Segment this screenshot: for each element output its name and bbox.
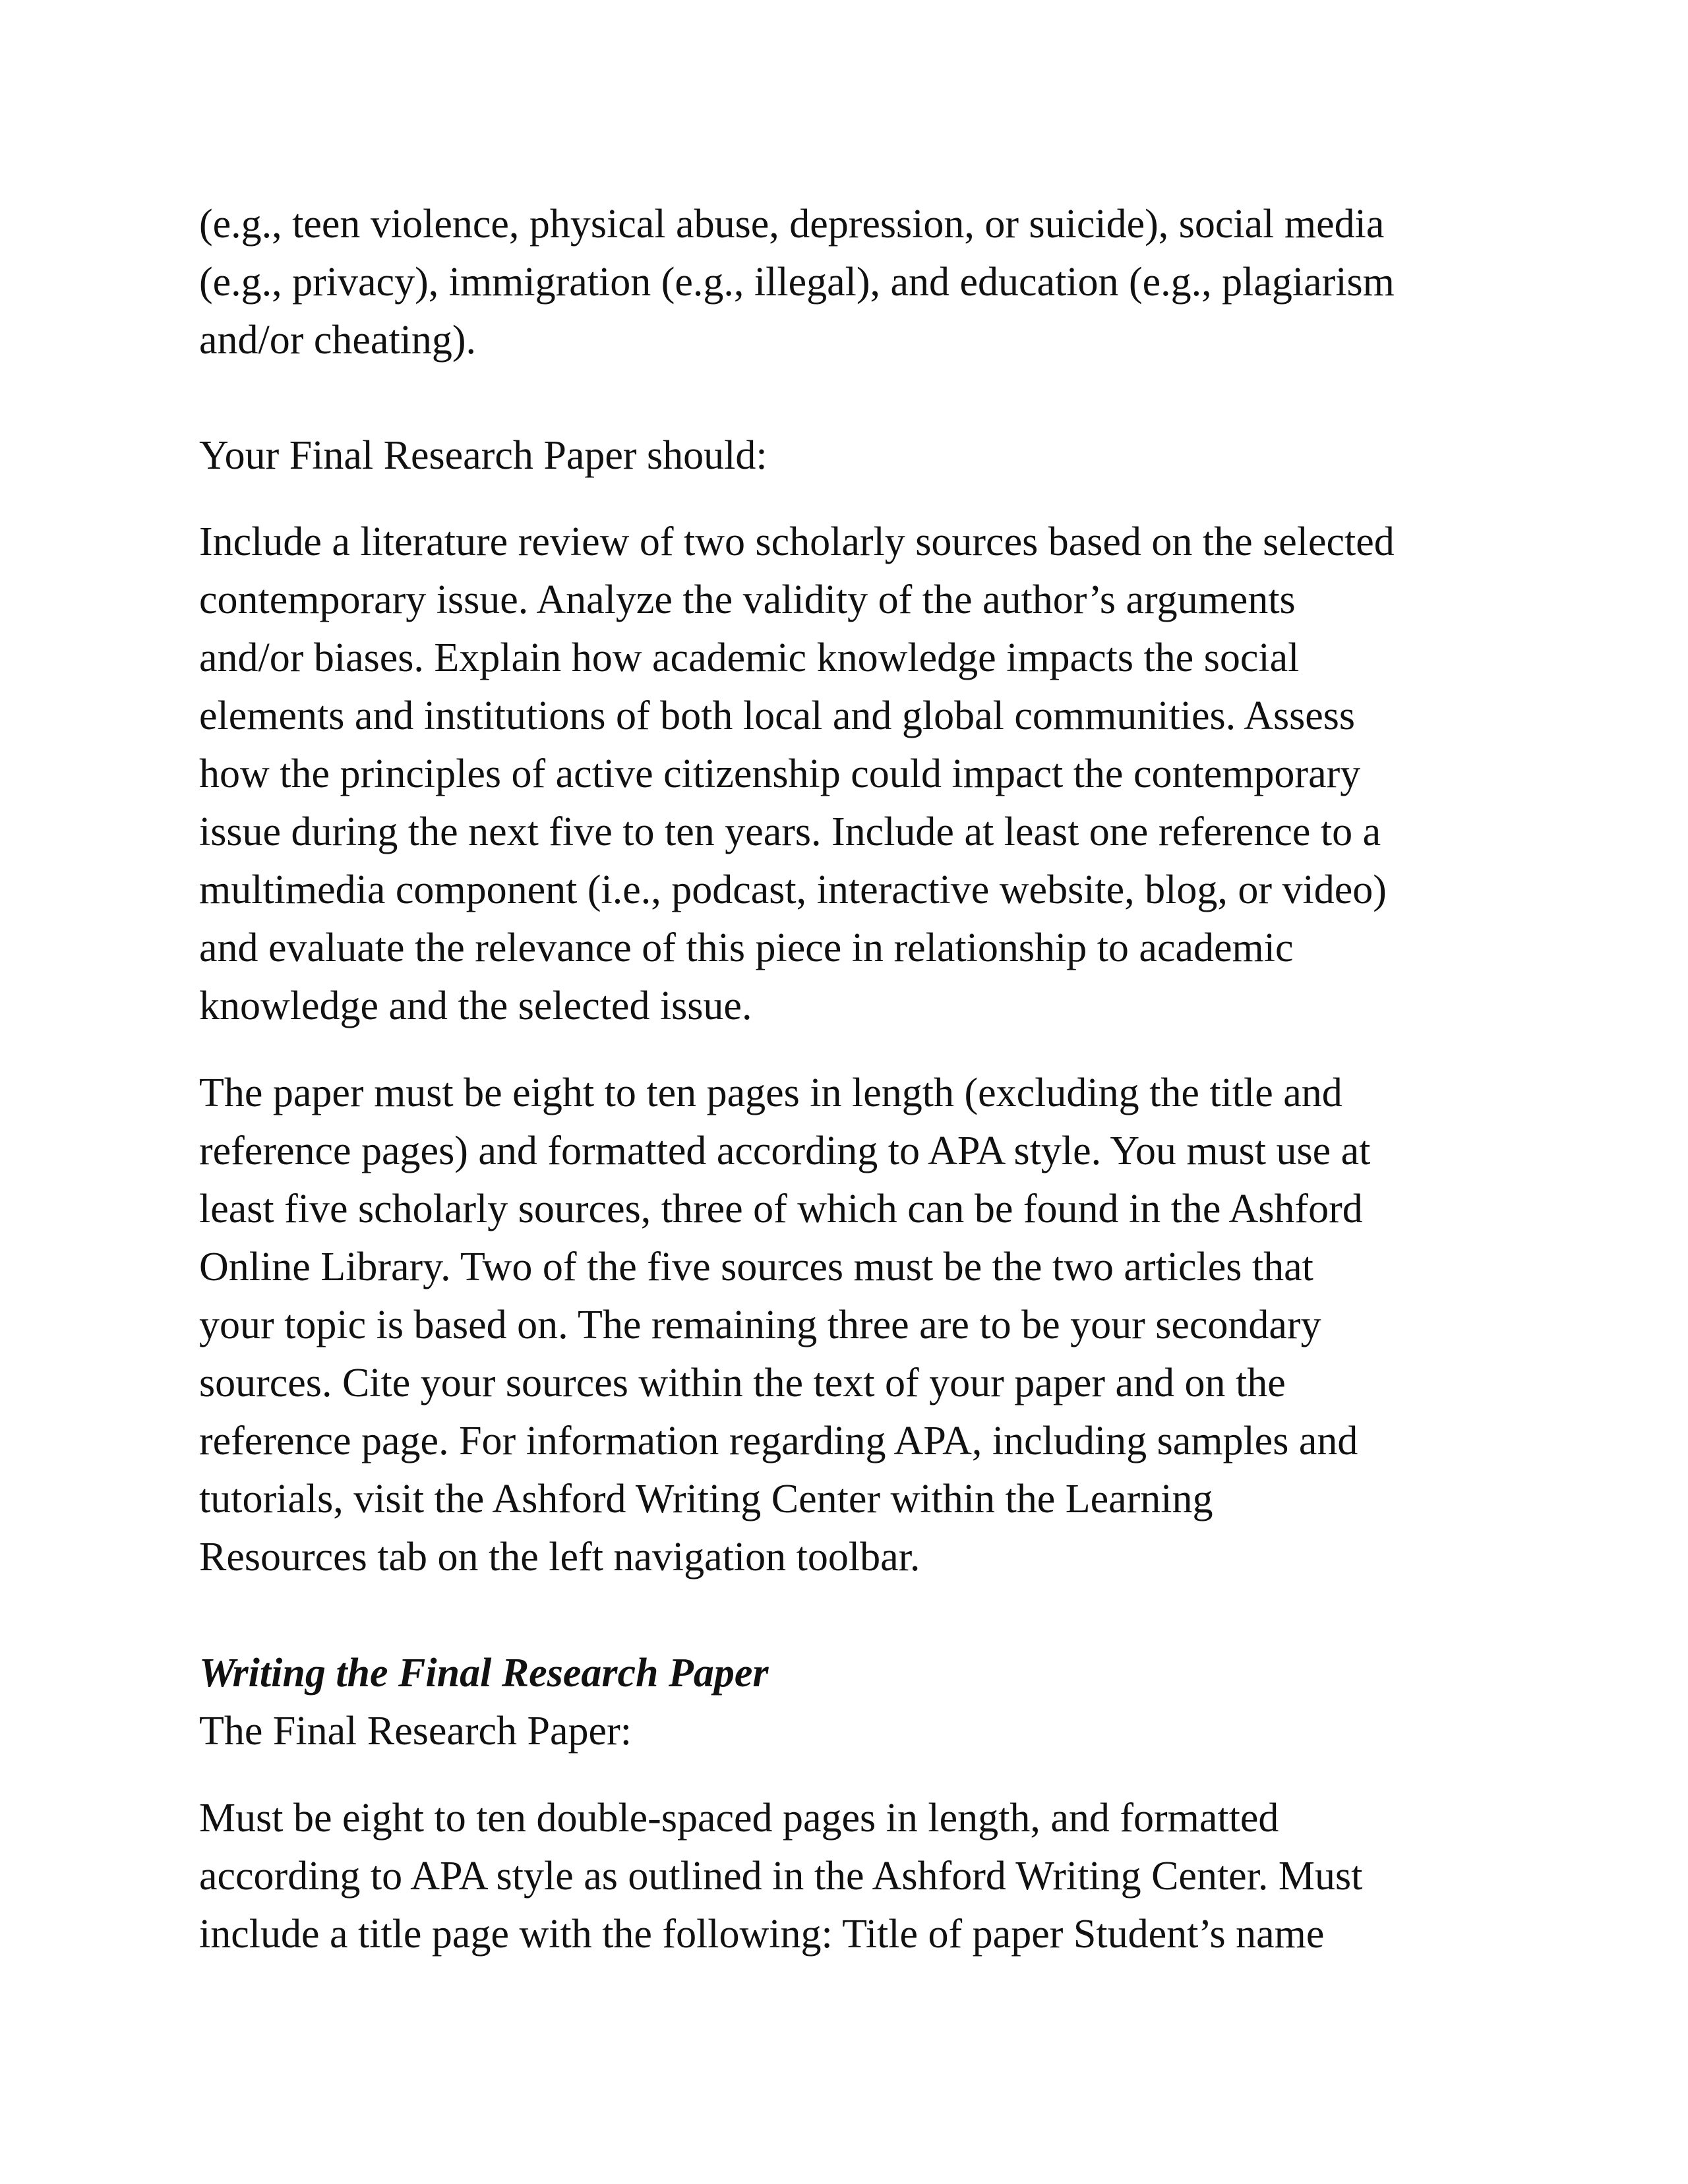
text-line: reference pages) and formatted according to APA style. You must use at <box>199 1129 1371 1173</box>
text-line: and evaluate the relevance of this piece in relationship to academic <box>199 926 1294 970</box>
text-line: tutorials, visit the Ashford Writing Center within the Learning <box>199 1477 1213 1521</box>
text-line: elements and institutions of both local and global communities. Assess <box>199 694 1356 738</box>
text-line: your topic is based on. The remaining three are to be your secondary <box>199 1303 1321 1347</box>
text-line: and/or biases. Explain how academic knowledge impacts the social <box>199 635 1300 680</box>
text-line: and/or cheating). <box>199 318 477 363</box>
section-heading: Writing the Final Research Paper <box>199 1651 769 1696</box>
section-writing-final-paper <box>199 1644 1518 1760</box>
text-line: The Final Research Paper: <box>199 1709 632 1754</box>
text-line: contemporary issue. Analyze the validity of the author’s arguments <box>199 577 1296 622</box>
text-line: Must be eight to ten double-spaced pages in length, and formatted <box>199 1796 1279 1841</box>
text-line: multimedia component (i.e., podcast, interactive website, blog, or video) <box>199 868 1387 912</box>
text-line: Your Final Research Paper should: <box>199 433 768 478</box>
text-line: The paper must be eight to ten pages in length (excluding the title and <box>199 1071 1342 1115</box>
paragraph-topics-continued <box>199 195 1518 369</box>
text-line: reference page. For information regarding APA, including samples and <box>199 1419 1358 1463</box>
text-line: (e.g., teen violence, physical abuse, depression, or suicide), social media <box>199 202 1385 247</box>
text-line: least five scholarly sources, three of which can be found in the Ashford <box>199 1187 1363 1231</box>
text-line: Include a literature review of two scholarly sources based on the selected <box>199 519 1395 564</box>
text-line: Online Library. Two of the five sources must be the two articles that <box>199 1245 1313 1289</box>
text-line: how the principles of active citizenship could impact the contemporary <box>199 752 1361 796</box>
text-line: knowledge and the selected issue. <box>199 984 752 1028</box>
paragraph-length-format <box>199 1064 1518 1586</box>
text-line: (e.g., privacy), immigration (e.g., illegal), and education (e.g., plagiarism <box>199 260 1395 305</box>
text-line: according to APA style as outlined in the Ashford Writing Center. Must <box>199 1854 1363 1899</box>
paragraph-requirements <box>199 513 1518 1035</box>
paragraph-should-intro <box>199 427 1518 485</box>
text-line: include a title page with the following: Title of paper Student’s name <box>199 1912 1325 1957</box>
text-line: issue during the next five to ten years. Include at least one reference to a <box>199 810 1381 854</box>
paragraph-must-be <box>199 1789 1518 1963</box>
text-line: sources. Cite your sources within the text of your paper and on the <box>199 1361 1286 1405</box>
text-line: Resources tab on the left navigation toolbar. <box>199 1535 920 1579</box>
